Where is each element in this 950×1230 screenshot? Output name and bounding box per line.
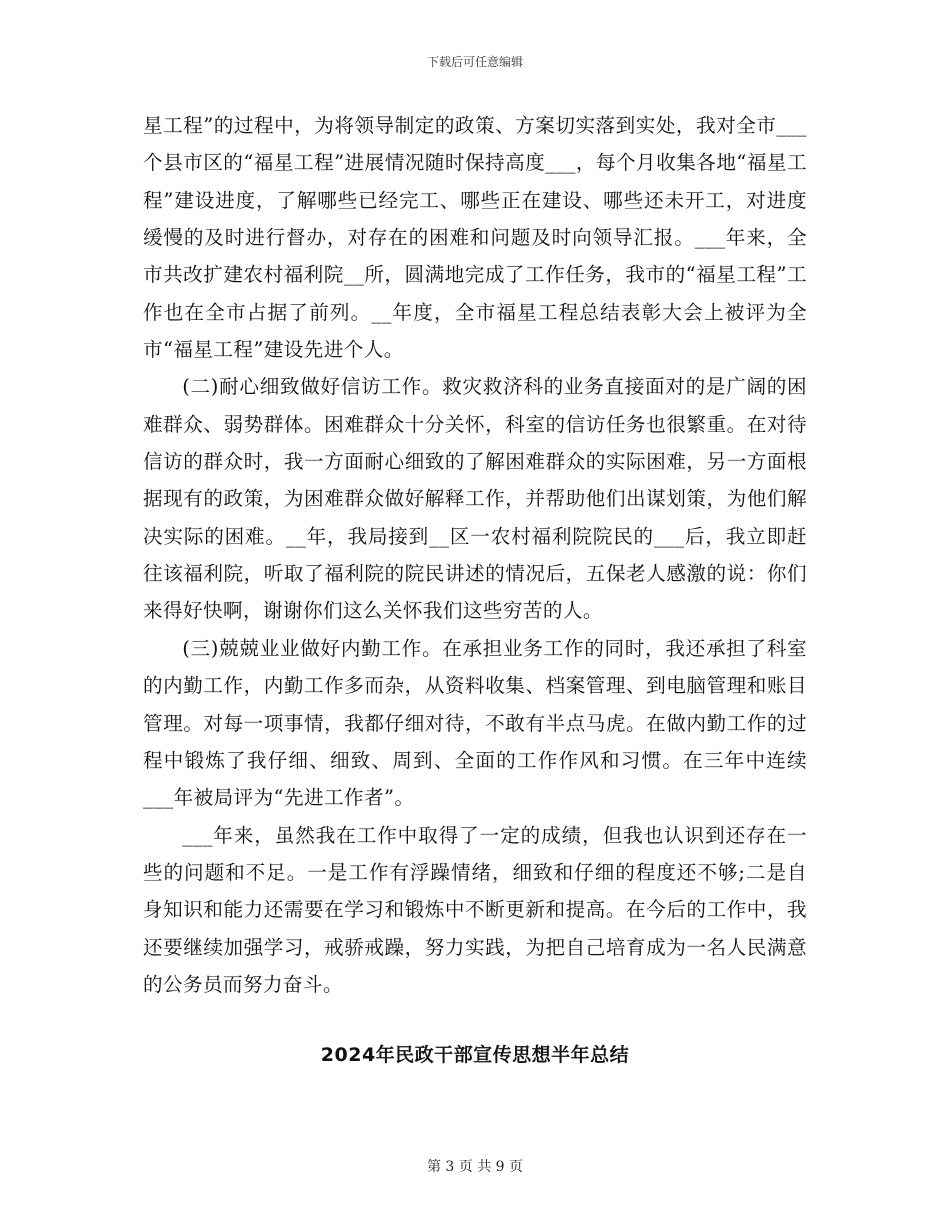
next-document-title: 2024年民政干部宣传思想半年总结 — [320, 1044, 630, 1066]
paragraph-office-work: (三)兢兢业业做好内勤工作。在承担业务工作的同时，我还承担了科室的内勤工作，内勤工作多而杂，从资料收集、档案管理、到电脑管理和账目管理。对每一项事情，我都仔细对待，不敢有半点马虎。在做内勤工作的过程中锻炼了我仔细、细致、周到、全面的工作作风和习惯。在三年中连续___年被局评为“先进工作者”。 — [143, 636, 807, 810]
page-header: 下载后可任意编辑 — [426, 55, 523, 69]
page-number-footer: 第 3 页 共 9 页 — [426, 1159, 524, 1175]
paragraph-conclusion: ___年来，虽然我在工作中取得了一定的成绩，但我也认识到还存在一些的问题和不足。一是工作有浮躁情绪，细致和仔细的程度还不够;二是自身知识和能力还需要在学习和锻炼中不断更新和提高。在今后的工作中，我还要继续加强学习，戒骄戒躁，努力实践，为把自己培育成为一名人民满意的公务员而努力奋斗。 — [143, 823, 807, 996]
document-body — [143, 107, 807, 1003]
paragraph-petition-work: (二)耐心细致做好信访工作。救灾救济科的业务直接面对的是广阔的困难群众、弱势群体。困难群众十分关怀，科室的信访任务也很繁重。在对待信访的群众时，我一方面耐心细致的了解困难群众的实际困难，另一方面根据现有的政策，为困难群众做好解释工作，并帮助他们出谋划策，为他们解决实际的困难。__年，我局接到__区一农村福利院院民的___后，我立即赶往该福利院，听取了福利院的院民讲述的情况后，五保老人感激的说：你们来得好快啊，谢谢你们这么关怀我们这些穷苦的人。 — [143, 375, 807, 623]
paragraph-continued: 星工程”的过程中，为将领导制定的政策、方案切实落到实处，我对全市___个县市区的“福星工程”进展情况随时保持高度___，每个月收集各地“福星工程”建设进度，了解哪些已经完工、哪些正在建设、哪些还未开工，对进度缓慢的及时进行督办，对存在的困难和问题及时向领导汇报。___年来，全市共改扩建农村福利院__所，圆满地完成了工作任务，我市的“福星工程”工作也在全市占据了前列。__年度，全市福星工程总结表彰大会上被评为全市“福星工程”建设先进个人。 — [143, 114, 807, 362]
